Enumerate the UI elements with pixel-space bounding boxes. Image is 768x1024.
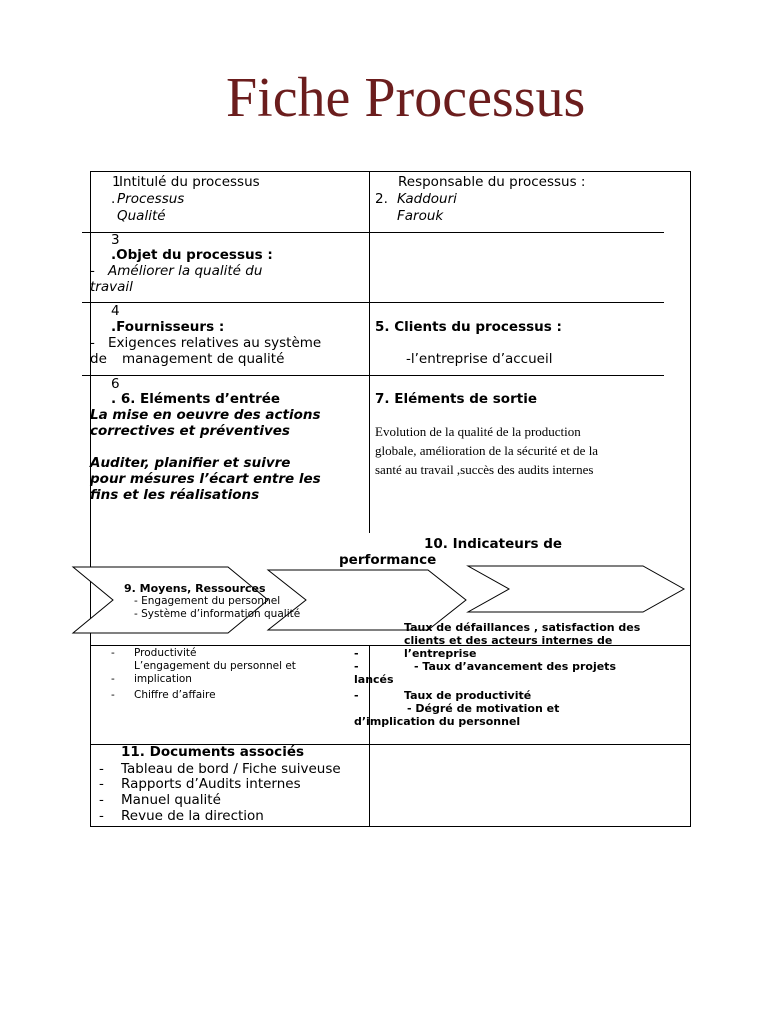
documents-item: Rapports d’Audits internes — [121, 776, 301, 792]
documents-dash: - — [99, 792, 104, 808]
entree-label: . 6. Eléments d’entrée — [111, 391, 281, 407]
left-list-item-2a: L’engagement du personnel et — [134, 660, 296, 672]
documents-label: 11. Documents associés — [121, 744, 305, 760]
fournisseurs-dash: - — [90, 335, 95, 351]
fournisseurs-line-1: Exigences relatives au système — [108, 335, 322, 351]
intitule-label: Intitulé du processus — [119, 174, 260, 190]
right-list-dash: - — [354, 660, 359, 673]
arrow-shape — [468, 566, 684, 612]
right-list-line-3: l’entreprise — [404, 647, 477, 660]
entree-line-4: pour mésures l’écart entre les — [90, 471, 321, 487]
documents-item: Manuel qualité — [121, 792, 221, 808]
objet-dash: - — [90, 263, 95, 279]
entree-line-2: correctives et préventives — [90, 423, 290, 439]
responsable-value-2: Farouk — [397, 208, 444, 224]
indicateurs-label-1: 10. Indicateurs de — [424, 536, 563, 552]
objet-number: 3 — [111, 232, 120, 248]
right-list-line-5: lancés — [354, 673, 394, 686]
documents-dash: - — [99, 761, 104, 777]
indicateurs-label-2: performance — [339, 552, 437, 568]
right-list-line-8: d’implication du personnel — [354, 715, 521, 728]
clients-value: -l’entreprise d’accueil — [406, 351, 553, 367]
responsable-number: 2. — [375, 191, 388, 207]
entree-number: 6 — [111, 376, 120, 392]
left-list-item-2b: implication — [134, 673, 192, 685]
sortie-line-1: Evolution de la qualité de la production — [375, 424, 581, 439]
right-list-line-6: Taux de productivité — [404, 689, 532, 702]
left-list-dash: - — [111, 673, 115, 685]
left-list-item-1: Productivité — [134, 647, 197, 659]
right-list-line-4: - Taux d’avancement des projets — [414, 660, 616, 673]
left-list-item-3: Chiffre d’affaire — [134, 689, 216, 701]
sortie-line-3: santé au travail ,succès des audits internes — [375, 462, 594, 477]
right-list-line-2: clients et des acteurs internes de — [404, 634, 613, 647]
moyens-label: 9. Moyens, Ressources — [124, 582, 266, 595]
sortie-line-2: globale, amélioration de la sécurité et de la — [375, 443, 599, 458]
responsable-label: Responsable du processus : — [398, 174, 586, 190]
entree-line-1: La mise en oeuvre des actions — [90, 407, 321, 423]
documents-item: Tableau de bord / Fiche suiveuse — [121, 761, 341, 777]
intitule-number: 1 — [112, 174, 121, 190]
objet-value-1: Améliorer la qualité du — [108, 263, 263, 279]
right-list-line-7: - Dégré de motivation et — [407, 702, 560, 715]
entree-line-3: Auditer, planifier et suivre — [90, 455, 291, 471]
fournisseurs-line-2-prefix: de — [90, 351, 107, 367]
intitule-value-2: Qualité — [117, 208, 166, 224]
objet-value-2: travail — [90, 279, 133, 295]
clients-label: 5. Clients du processus : — [375, 319, 562, 335]
sortie-label: 7. Eléments de sortie — [375, 391, 537, 407]
page-title: Fiche Processus — [226, 67, 586, 129]
moyens-item-2: - Système d’information qualité — [134, 608, 301, 620]
left-list-dash: - — [111, 689, 115, 701]
moyens-item-1: - Engagement du personnel — [134, 595, 281, 607]
responsable-value-1: Kaddouri — [397, 191, 457, 207]
right-list-dash: - — [354, 689, 359, 702]
fournisseurs-line-2: management de qualité — [122, 351, 285, 367]
intitule-value-1: Processus — [117, 191, 185, 207]
documents-item: Revue de la direction — [121, 808, 264, 824]
right-list-dash: - — [354, 647, 359, 660]
left-list-dash: - — [111, 647, 115, 659]
documents-dash: - — [99, 808, 104, 824]
intitule-prefix: . — [111, 191, 116, 207]
fournisseurs-label: .Fournisseurs : — [111, 319, 225, 335]
entree-line-5: fins et les réalisations — [90, 487, 260, 503]
objet-label: .Objet du processus : — [111, 247, 273, 263]
documents-dash: - — [99, 776, 104, 792]
right-list-line-1: Taux de défaillances , satisfaction des — [404, 621, 641, 634]
fournisseurs-number: 4 — [111, 303, 120, 319]
